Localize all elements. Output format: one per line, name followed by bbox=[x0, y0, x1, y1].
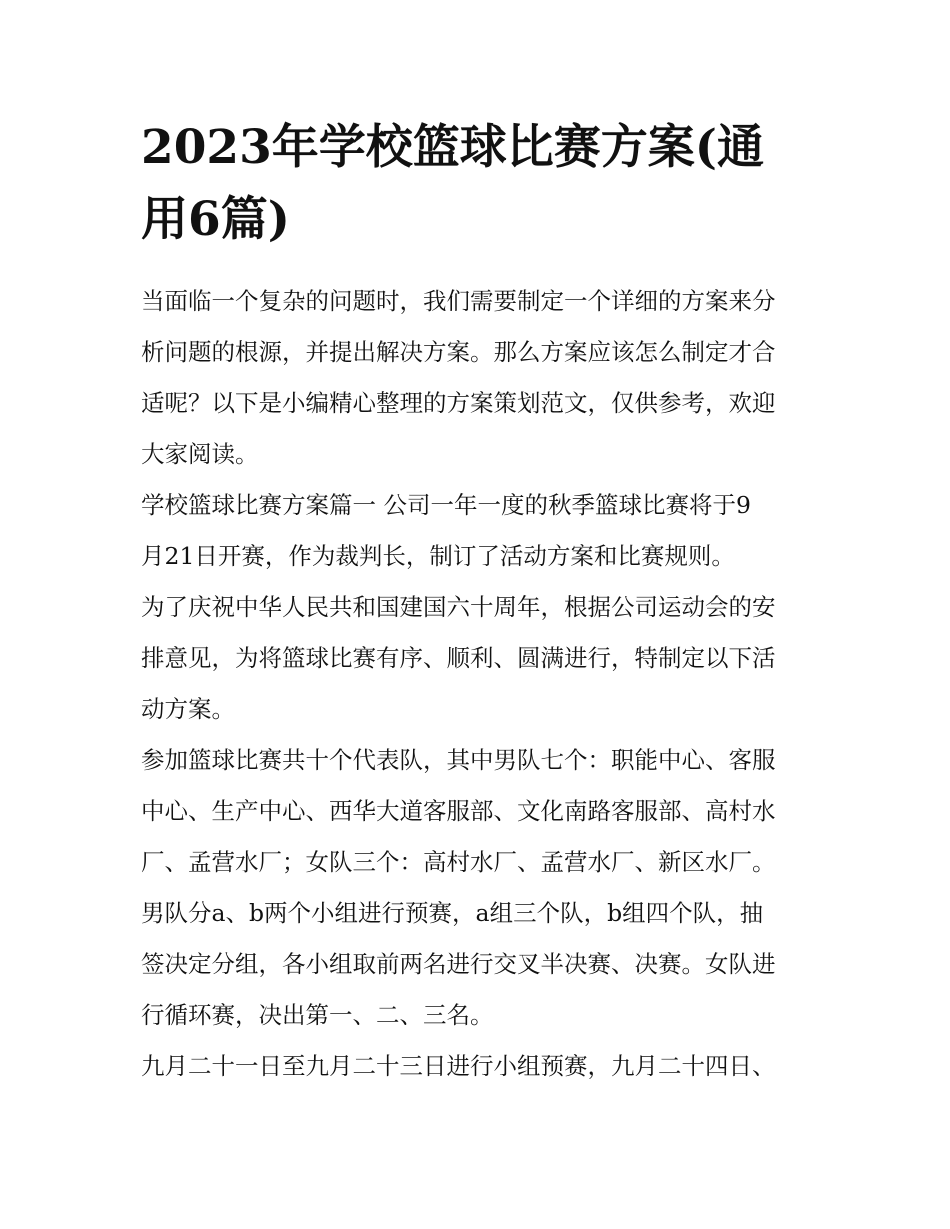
text-line: 男队分a、b两个小组进行预赛，a组三个队，b组四个队，抽 bbox=[141, 899, 764, 927]
text-line: 月21日开赛，作为裁判长，制订了活动方案和比赛规则。 bbox=[141, 542, 735, 570]
text-line: 行循环赛，决出第一、二、三名。 bbox=[141, 1001, 494, 1029]
text-line: 析问题的根源，并提出解决方案。那么方案应该怎么制定才合 bbox=[141, 338, 776, 366]
paragraph-intro bbox=[141, 276, 813, 480]
title-line: 2023年学校篮球比赛方案(通 bbox=[141, 120, 765, 175]
text-line: 学校篮球比赛方案篇一 公司一年一度的秋季篮球比赛将于9 bbox=[141, 491, 751, 519]
text-line: 适呢？以下是小编精心整理的方案策划范文，仅供参考，欢迎 bbox=[141, 389, 776, 417]
text-line: 大家阅读。 bbox=[141, 440, 259, 468]
title-line: 用6篇) bbox=[141, 192, 290, 247]
text-line: 厂、孟营水厂；女队三个：高村水厂、孟营水厂、新区水厂。 bbox=[141, 848, 776, 876]
text-line: 签决定分组，各小组取前两名进行交叉半决赛、决赛。女队进 bbox=[141, 950, 776, 978]
text-line: 排意见，为将篮球比赛有序、顺利、圆满进行，特制定以下活 bbox=[141, 644, 776, 672]
paragraph-schedule bbox=[141, 1041, 813, 1092]
text-line: 九月二十一日至九月二十三日进行小组预赛，九月二十四日、 bbox=[141, 1052, 776, 1080]
document-title bbox=[141, 112, 813, 256]
text-line: 动方案。 bbox=[141, 695, 235, 723]
text-line: 中心、生产中心、西华大道客服部、文化南路客服部、高村水 bbox=[141, 797, 776, 825]
paragraph-plan-one bbox=[141, 480, 813, 582]
text-line: 当面临一个复杂的问题时，我们需要制定一个详细的方案来分 bbox=[141, 287, 776, 315]
document-page bbox=[141, 112, 813, 1092]
text-line: 参加篮球比赛共十个代表队，其中男队七个：职能中心、客服 bbox=[141, 746, 776, 774]
text-line: 为了庆祝中华人民共和国建国六十周年，根据公司运动会的安 bbox=[141, 593, 776, 621]
paragraph-purpose bbox=[141, 582, 813, 735]
paragraph-teams bbox=[141, 735, 813, 1041]
document-body bbox=[141, 276, 813, 1092]
